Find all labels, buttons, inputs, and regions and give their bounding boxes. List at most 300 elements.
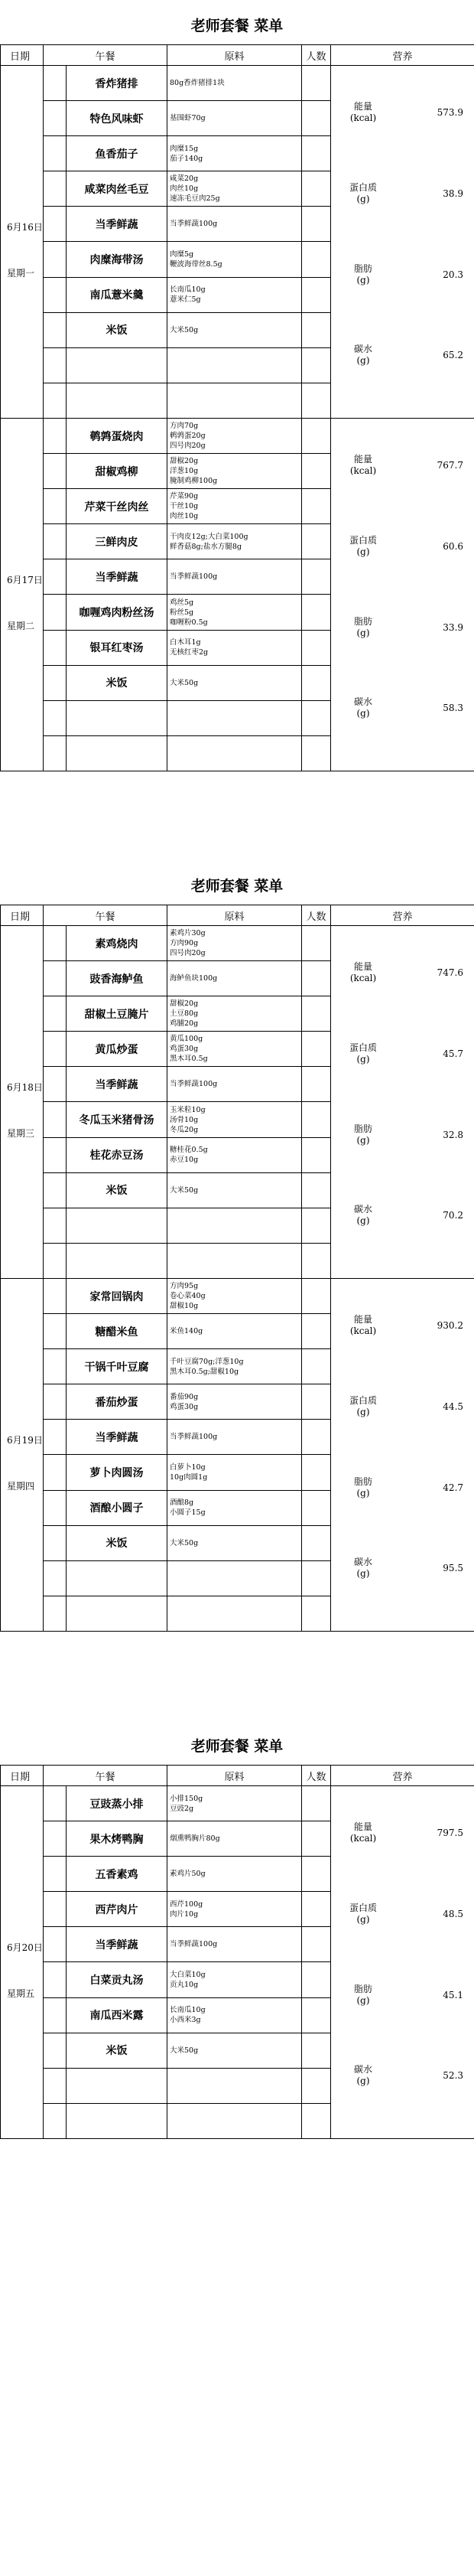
people-count-cell bbox=[302, 383, 331, 418]
ingredient-line: 无核红枣2g bbox=[170, 648, 209, 657]
dish-ingredients bbox=[167, 1384, 302, 1420]
dish-name: 肉糜海带汤 bbox=[67, 242, 167, 277]
ingredient-line: 鲜香菇8g;盐水方腿8g bbox=[170, 542, 242, 551]
people-count-cell bbox=[302, 1172, 331, 1208]
ingredient-line: 干丝10g bbox=[170, 502, 199, 511]
ingredient-line: 米鱼140g bbox=[170, 1327, 203, 1336]
spacer-cell bbox=[44, 1032, 67, 1067]
spacer-cell bbox=[44, 1560, 67, 1596]
people-count-cell bbox=[302, 1857, 331, 1892]
ingredient-line: 冬瓜20g bbox=[170, 1125, 199, 1134]
header-people: 人数 bbox=[302, 1766, 331, 1786]
ingredient-line: 咸菜20g bbox=[170, 174, 199, 184]
dish-name: 当季鲜蔬 bbox=[67, 207, 167, 242]
header-nutrition: 营养 bbox=[331, 905, 474, 926]
date-cell bbox=[1, 1786, 44, 2139]
nutrition-label: 脂肪 (g) bbox=[354, 1984, 373, 2006]
dish-name: 咖喱鸡肉粉丝汤 bbox=[67, 595, 167, 630]
nutrition-label: 能量 (kcal) bbox=[349, 101, 377, 123]
people-count-cell bbox=[302, 926, 331, 961]
nutrition-value: 573.9 bbox=[437, 107, 464, 118]
dish-name: 甜椒鸡柳 bbox=[67, 454, 167, 489]
dish-ingredients bbox=[167, 101, 302, 136]
dish-name: 银耳红枣汤 bbox=[67, 630, 167, 665]
spacer-cell bbox=[44, 1997, 67, 2033]
nutrition-value: 38.9 bbox=[443, 188, 464, 199]
ingredient-line: 当季鲜蔬100g bbox=[170, 572, 218, 582]
menu-table bbox=[0, 905, 474, 1632]
spacer-cell bbox=[44, 419, 67, 454]
header-nutrition: 营养 bbox=[331, 1766, 474, 1786]
dish-ingredients bbox=[167, 1102, 302, 1137]
dish-ingredients bbox=[167, 735, 302, 771]
dish-name: 鱼香茄子 bbox=[67, 136, 167, 171]
menu-table bbox=[0, 44, 474, 771]
dish-ingredients bbox=[167, 1525, 302, 1560]
day-date: 6月16日 bbox=[7, 222, 43, 233]
nutrition-value: 930.2 bbox=[437, 1320, 464, 1331]
header-nutrition: 营养 bbox=[331, 45, 474, 66]
spacer-cell bbox=[44, 1137, 67, 1172]
menu-section bbox=[0, 1728, 474, 2139]
ingredient-line: 鸡蛋30g bbox=[170, 1402, 199, 1411]
people-count-cell bbox=[302, 1279, 331, 1314]
ingredient-line: 大白菜10g bbox=[170, 1971, 206, 1980]
people-count-cell bbox=[302, 1560, 331, 1596]
people-count-cell bbox=[302, 996, 331, 1032]
dish-ingredients bbox=[167, 1067, 302, 1102]
section-title: 老师套餐 菜单 bbox=[190, 1738, 284, 1755]
dish-name bbox=[67, 383, 167, 418]
dish-ingredients bbox=[167, 1243, 302, 1278]
nutrition-value: 20.3 bbox=[443, 269, 464, 280]
spacer-cell bbox=[44, 1490, 67, 1525]
ingredient-line: 卷心菜40g bbox=[170, 1292, 206, 1301]
dish-ingredients bbox=[167, 277, 302, 312]
dish-name: 果木烤鸭胸 bbox=[67, 1821, 167, 1857]
dish-ingredients bbox=[167, 1208, 302, 1243]
dish-ingredients bbox=[167, 1349, 302, 1384]
nutrition-value: 70.2 bbox=[443, 1210, 464, 1221]
people-count-cell bbox=[302, 961, 331, 996]
nutrition-label: 能量 (kcal) bbox=[349, 454, 377, 476]
dish-name: 当季鲜蔬 bbox=[67, 1927, 167, 1962]
people-count-cell bbox=[302, 419, 331, 454]
ingredient-line: 玉米粒10g bbox=[170, 1105, 206, 1114]
spacer-cell bbox=[44, 454, 67, 489]
ingredient-line: 素鸡片30g bbox=[170, 929, 206, 938]
people-count-cell bbox=[302, 1420, 331, 1455]
spacer-cell bbox=[44, 735, 67, 771]
nutrition-label: 能量 (kcal) bbox=[349, 961, 377, 983]
ingredient-line: 方肉70g bbox=[170, 422, 199, 431]
dish-name: 黄瓜炒蛋 bbox=[67, 1032, 167, 1067]
spacer-cell bbox=[44, 66, 67, 101]
dish-ingredients bbox=[167, 926, 302, 961]
dish-name: 特色风味虾 bbox=[67, 101, 167, 136]
spacer-cell bbox=[44, 926, 67, 961]
spacer-cell bbox=[44, 1962, 67, 1997]
header-date: 日期 bbox=[1, 905, 44, 926]
dish-ingredients bbox=[167, 1032, 302, 1067]
dish-ingredients bbox=[167, 312, 302, 347]
nutrition-cell bbox=[331, 66, 474, 419]
nutrition-cell bbox=[331, 926, 474, 1279]
ingredient-line: 鸡蛋30g bbox=[170, 1045, 199, 1054]
ingredient-line: 烟熏鸭胸片80g bbox=[170, 1834, 220, 1844]
menu-section bbox=[0, 868, 474, 1632]
ingredient-line: 四号肉20g bbox=[170, 442, 206, 451]
ingredient-line: 土豆80g bbox=[170, 1009, 199, 1019]
dish-name: 当季鲜蔬 bbox=[67, 559, 167, 595]
spacer-cell bbox=[44, 1102, 67, 1137]
ingredient-line: 四号肉20g bbox=[170, 949, 206, 958]
ingredient-line: 大米50g bbox=[170, 678, 199, 687]
ingredient-line: 长南瓜10g bbox=[170, 2006, 206, 2015]
dish-name: 家常回锅肉 bbox=[67, 1279, 167, 1314]
dish-name bbox=[67, 1208, 167, 1243]
spacer-cell bbox=[44, 383, 67, 418]
dish-name: 米饭 bbox=[67, 2033, 167, 2068]
spacer-cell bbox=[44, 1243, 67, 1278]
day-weekday: 星期四 bbox=[7, 1481, 35, 1492]
ingredient-line: 黄瓜100g bbox=[170, 1035, 203, 1044]
dish-name bbox=[67, 347, 167, 383]
dish-name: 芹菜干丝肉丝 bbox=[67, 489, 167, 524]
dish-name: 番茄炒蛋 bbox=[67, 1384, 167, 1420]
nutrition-label: 蛋白质 (g) bbox=[349, 535, 378, 557]
people-count-cell bbox=[302, 1067, 331, 1102]
dish-name: 当季鲜蔬 bbox=[67, 1420, 167, 1455]
spacer-cell bbox=[44, 207, 67, 242]
spacer-cell bbox=[44, 171, 67, 207]
dish-ingredients bbox=[167, 996, 302, 1032]
ingredient-line: 甜椒20g bbox=[170, 457, 199, 466]
nutrition-label: 能量 (kcal) bbox=[349, 1821, 377, 1844]
ingredient-line: 汤骨10g bbox=[170, 1115, 199, 1124]
nutrition-label: 碳水 (g) bbox=[354, 1204, 373, 1226]
ingredient-line: 黑木耳0.5g;甜椒10g bbox=[170, 1367, 239, 1376]
spacer-cell bbox=[44, 1455, 67, 1490]
people-count-cell bbox=[302, 2103, 331, 2138]
dish-name: 鹌鹑蛋烧肉 bbox=[67, 419, 167, 454]
dish-name: 当季鲜蔬 bbox=[67, 1067, 167, 1102]
ingredient-line: 10g肉圆1g bbox=[170, 1473, 208, 1482]
people-count-cell bbox=[302, 1208, 331, 1243]
ingredient-line: 番茄90g bbox=[170, 1392, 199, 1401]
nutrition-label: 蛋白质 (g) bbox=[349, 1042, 378, 1065]
ingredient-line: 鞭波海带丝8.5g bbox=[170, 260, 222, 269]
people-count-cell bbox=[302, 1243, 331, 1278]
dish-ingredients bbox=[167, 1821, 302, 1857]
people-count-cell bbox=[302, 1821, 331, 1857]
dish-ingredients bbox=[167, 1857, 302, 1892]
spacer-cell bbox=[44, 1596, 67, 1631]
spacer-cell bbox=[44, 1927, 67, 1962]
spacer-cell bbox=[44, 559, 67, 595]
header-people: 人数 bbox=[302, 45, 331, 66]
nutrition-label: 碳水 (g) bbox=[354, 344, 373, 366]
spacer-cell bbox=[44, 700, 67, 735]
people-count-cell bbox=[302, 665, 331, 700]
people-count-cell bbox=[302, 1349, 331, 1384]
day-weekday: 星期二 bbox=[7, 621, 35, 632]
dish-ingredients bbox=[167, 454, 302, 489]
table-row bbox=[1, 419, 474, 454]
ingredient-line: 小圆子15g bbox=[170, 1508, 206, 1518]
nutrition-cell bbox=[331, 1786, 474, 2139]
dish-ingredients bbox=[167, 207, 302, 242]
nutrition-value: 44.5 bbox=[443, 1401, 464, 1412]
people-count-cell bbox=[302, 66, 331, 101]
dish-ingredients bbox=[167, 1927, 302, 1962]
dish-ingredients bbox=[167, 383, 302, 418]
dish-name: 桂花赤豆汤 bbox=[67, 1137, 167, 1172]
spacer-cell bbox=[44, 1384, 67, 1420]
ingredient-line: 小排150g bbox=[170, 1794, 203, 1803]
nutrition-label: 脂肪 (g) bbox=[354, 1123, 373, 1146]
ingredient-line: 大米50g bbox=[170, 2046, 199, 2055]
dish-ingredients bbox=[167, 1420, 302, 1455]
spacer-cell bbox=[44, 1892, 67, 1927]
people-count-cell bbox=[302, 207, 331, 242]
dish-name bbox=[67, 2068, 167, 2103]
dish-name: 南瓜西米露 bbox=[67, 1997, 167, 2033]
dish-ingredients bbox=[167, 347, 302, 383]
people-count-cell bbox=[302, 1786, 331, 1821]
ingredient-line: 大米50g bbox=[170, 1538, 199, 1547]
ingredient-line: 海鲈鱼块100g bbox=[170, 974, 218, 983]
nutrition-cell bbox=[331, 1279, 474, 1632]
ingredient-line: 洋葱10g bbox=[170, 467, 199, 476]
day-date: 6月17日 bbox=[7, 575, 43, 586]
day-weekday: 星期五 bbox=[7, 1988, 35, 2000]
nutrition-label: 碳水 (g) bbox=[354, 2064, 373, 2086]
ingredient-line: 鸡脯20g bbox=[170, 1019, 199, 1029]
ingredient-line: 白萝卜10g bbox=[170, 1463, 206, 1472]
people-count-cell bbox=[302, 136, 331, 171]
people-count-cell bbox=[302, 347, 331, 383]
people-count-cell bbox=[302, 1384, 331, 1420]
dish-name bbox=[67, 700, 167, 735]
nutrition-value: 65.2 bbox=[443, 350, 464, 360]
date-cell bbox=[1, 66, 44, 419]
dish-name: 酒酿小圆子 bbox=[67, 1490, 167, 1525]
day-date: 6月18日 bbox=[7, 1082, 43, 1094]
people-count-cell bbox=[302, 735, 331, 771]
nutrition-value: 42.7 bbox=[443, 1482, 464, 1493]
header-date: 日期 bbox=[1, 45, 44, 66]
spacer-cell bbox=[44, 489, 67, 524]
dish-ingredients bbox=[167, 1786, 302, 1821]
spacer-cell bbox=[44, 1525, 67, 1560]
dish-name: 豉香海鲈鱼 bbox=[67, 961, 167, 996]
dish-ingredients bbox=[167, 1137, 302, 1172]
ingredient-line: 方肉95g bbox=[170, 1282, 199, 1291]
menu-table bbox=[0, 1765, 474, 2139]
people-count-cell bbox=[302, 595, 331, 630]
dish-ingredients bbox=[167, 1596, 302, 1631]
spacer-cell bbox=[44, 136, 67, 171]
nutrition-label: 能量 (kcal) bbox=[349, 1314, 377, 1336]
ingredient-line: 大米50g bbox=[170, 325, 199, 334]
dish-ingredients bbox=[167, 66, 302, 101]
nutrition-cell bbox=[331, 419, 474, 771]
table-row bbox=[1, 1786, 474, 1821]
dish-ingredients bbox=[167, 136, 302, 171]
dish-name bbox=[67, 735, 167, 771]
people-count-cell bbox=[302, 1137, 331, 1172]
dish-ingredients bbox=[167, 1314, 302, 1349]
ingredient-line: 肉片10g bbox=[170, 1909, 199, 1919]
spacer-cell bbox=[44, 1279, 67, 1314]
ingredient-line: 肉丝10g bbox=[170, 512, 199, 521]
spacer-cell bbox=[44, 277, 67, 312]
spacer-cell bbox=[44, 1821, 67, 1857]
header-lunch: 午餐 bbox=[44, 45, 167, 66]
people-count-cell bbox=[302, 2068, 331, 2103]
ingredient-line: 糖桂花0.5g bbox=[170, 1146, 208, 1155]
dish-ingredients bbox=[167, 630, 302, 665]
people-count-cell bbox=[302, 454, 331, 489]
header-date: 日期 bbox=[1, 1766, 44, 1786]
ingredient-line: 鹌鹑蛋20g bbox=[170, 432, 206, 441]
nutrition-value: 60.6 bbox=[443, 541, 464, 552]
dish-ingredients bbox=[167, 419, 302, 454]
nutrition-label: 蛋白质 (g) bbox=[349, 1395, 378, 1417]
dish-ingredients bbox=[167, 2033, 302, 2068]
dish-ingredients bbox=[167, 489, 302, 524]
ingredient-line: 肉糜15g bbox=[170, 144, 199, 153]
dish-name bbox=[67, 2103, 167, 2138]
ingredient-line: 当季鲜蔬100g bbox=[170, 1080, 218, 1089]
people-count-cell bbox=[302, 1455, 331, 1490]
nutrition-value: 52.3 bbox=[443, 2070, 464, 2081]
spacer-cell bbox=[44, 1349, 67, 1384]
ingredient-line: 豆豉2g bbox=[170, 1804, 194, 1813]
dish-name: 西芹肉片 bbox=[67, 1892, 167, 1927]
ingredient-line: 芹菜90g bbox=[170, 492, 199, 501]
ingredient-line: 当季鲜蔬100g bbox=[170, 220, 218, 229]
ingredient-line: 大米50g bbox=[170, 1185, 199, 1195]
people-count-cell bbox=[302, 277, 331, 312]
section-title: 老师套餐 菜单 bbox=[190, 878, 284, 895]
people-count-cell bbox=[302, 630, 331, 665]
dish-name: 甜椒土豆腌片 bbox=[67, 996, 167, 1032]
header-row bbox=[1, 1766, 474, 1786]
table-row bbox=[1, 66, 474, 101]
people-count-cell bbox=[302, 489, 331, 524]
header-ingredients: 原料 bbox=[167, 905, 302, 926]
dish-name: 干锅千叶豆腐 bbox=[67, 1349, 167, 1384]
header-people: 人数 bbox=[302, 905, 331, 926]
dish-ingredients bbox=[167, 961, 302, 996]
dish-ingredients bbox=[167, 700, 302, 735]
dish-ingredients bbox=[167, 2103, 302, 2138]
ingredient-line: 西芹100g bbox=[170, 1899, 203, 1909]
ingredient-line: 白木耳1g bbox=[170, 638, 201, 647]
dish-name: 糖醋米鱼 bbox=[67, 1314, 167, 1349]
dish-name: 素鸡烧肉 bbox=[67, 926, 167, 961]
spacer-cell bbox=[44, 101, 67, 136]
spacer-cell bbox=[44, 2033, 67, 2068]
header-row bbox=[1, 905, 474, 926]
people-count-cell bbox=[302, 312, 331, 347]
dish-name bbox=[67, 1560, 167, 1596]
dish-name: 米饭 bbox=[67, 665, 167, 700]
spacer-cell bbox=[44, 665, 67, 700]
ingredient-line: 方肉90g bbox=[170, 939, 199, 948]
dish-name bbox=[67, 1243, 167, 1278]
header-ingredients: 原料 bbox=[167, 1766, 302, 1786]
dish-name: 冬瓜玉米猪骨汤 bbox=[67, 1102, 167, 1137]
spacer-cell bbox=[44, 1857, 67, 1892]
dish-name: 五香素鸡 bbox=[67, 1857, 167, 1892]
nutrition-label: 脂肪 (g) bbox=[354, 1476, 373, 1498]
people-count-cell bbox=[302, 524, 331, 559]
ingredient-line: 甜椒20g bbox=[170, 999, 199, 1009]
people-count-cell bbox=[302, 1490, 331, 1525]
spacer-cell bbox=[44, 312, 67, 347]
dish-ingredients bbox=[167, 1172, 302, 1208]
people-count-cell bbox=[302, 1102, 331, 1137]
nutrition-label: 脂肪 (g) bbox=[354, 616, 373, 638]
ingredient-line: 速冻毛豆肉25g bbox=[170, 194, 220, 204]
header-ingredients: 原料 bbox=[167, 45, 302, 66]
people-count-cell bbox=[302, 1525, 331, 1560]
spacer-cell bbox=[44, 630, 67, 665]
ingredient-line: 千叶豆腐70g;洋葱10g bbox=[170, 1357, 244, 1366]
nutrition-label: 碳水 (g) bbox=[354, 1557, 373, 1579]
people-count-cell bbox=[302, 559, 331, 595]
ingredient-line: 干肉皮12g;大白菜100g bbox=[170, 532, 248, 541]
ingredient-line: 鸡丝5g bbox=[170, 598, 194, 607]
nutrition-value: 797.5 bbox=[437, 1828, 464, 1838]
table-row bbox=[1, 926, 474, 961]
ingredient-line: 长南瓜10g bbox=[170, 285, 206, 295]
ingredient-line: 咖喱粉0.5g bbox=[170, 618, 208, 627]
dish-ingredients bbox=[167, 1892, 302, 1927]
dish-name: 米饭 bbox=[67, 312, 167, 347]
nutrition-value: 95.5 bbox=[443, 1563, 464, 1573]
spacer-cell bbox=[44, 1067, 67, 1102]
dish-ingredients bbox=[167, 1962, 302, 1997]
nutrition-value: 767.7 bbox=[437, 460, 464, 471]
dish-ingredients bbox=[167, 559, 302, 595]
spacer-cell bbox=[44, 242, 67, 277]
people-count-cell bbox=[302, 1892, 331, 1927]
ingredient-line: 肉糜5g bbox=[170, 250, 194, 259]
nutrition-label: 蛋白质 (g) bbox=[349, 182, 378, 204]
dish-ingredients bbox=[167, 665, 302, 700]
nutrition-label: 脂肪 (g) bbox=[354, 263, 373, 285]
spacer-cell bbox=[44, 1786, 67, 1821]
dish-ingredients bbox=[167, 1455, 302, 1490]
dish-name: 三鲜肉皮 bbox=[67, 524, 167, 559]
nutrition-value: 32.8 bbox=[443, 1130, 464, 1140]
people-count-cell bbox=[302, 1032, 331, 1067]
spacer-cell bbox=[44, 1208, 67, 1243]
dish-name: 咸菜肉丝毛豆 bbox=[67, 171, 167, 207]
dish-ingredients bbox=[167, 1279, 302, 1314]
spacer-cell bbox=[44, 524, 67, 559]
people-count-cell bbox=[302, 101, 331, 136]
ingredient-line: 黑木耳0.5g bbox=[170, 1055, 208, 1064]
nutrition-value: 33.9 bbox=[443, 622, 464, 633]
ingredient-line: 贡丸10g bbox=[170, 1981, 199, 1990]
section-title: 老师套餐 菜单 bbox=[190, 18, 284, 34]
dish-ingredients bbox=[167, 1997, 302, 2033]
